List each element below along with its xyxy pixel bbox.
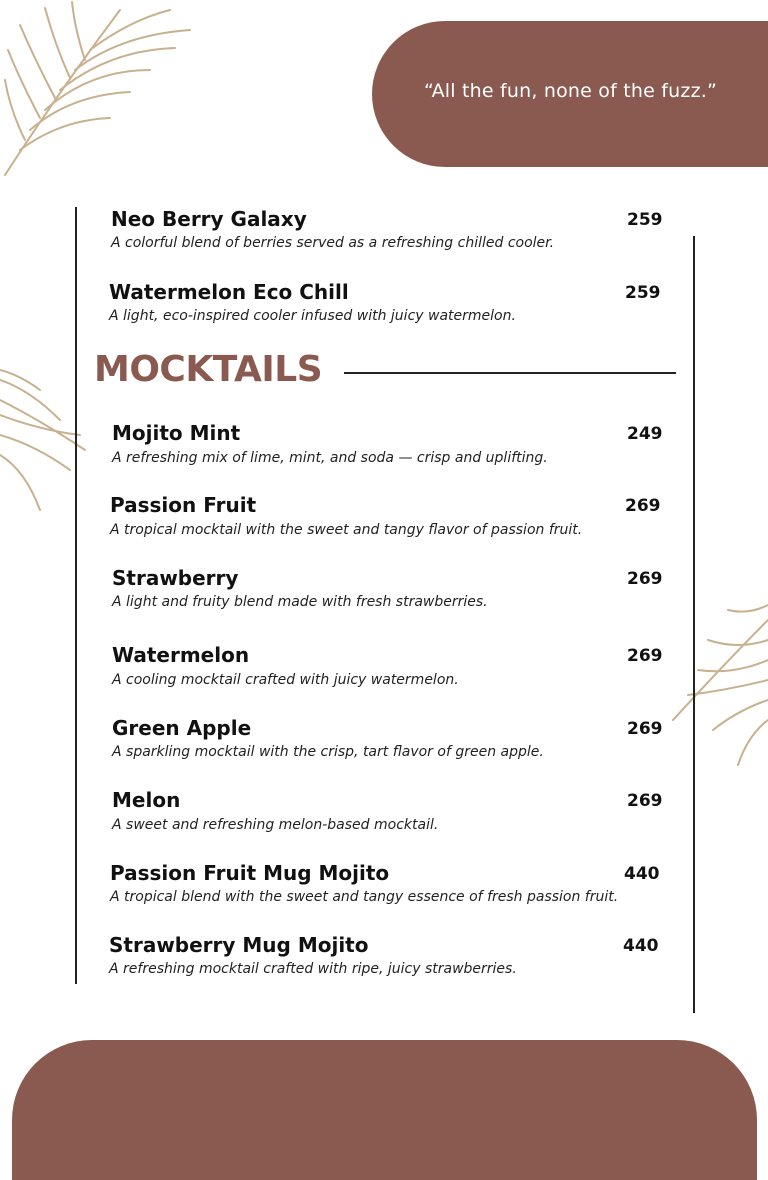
menu-item-price: 269: [627, 646, 663, 666]
menu-item-description: A refreshing mocktail crafted with ripe, juicy strawberries.: [109, 961, 517, 977]
menu-item-name: Passion Fruit Mug Mojito: [110, 861, 390, 885]
menu-item-price: 259: [627, 210, 663, 230]
menu-item-name: Melon: [112, 788, 181, 812]
menu-item-description: A sweet and refreshing melon-based mocktail.: [112, 817, 439, 833]
menu-item-name: Watermelon Eco Chill: [109, 280, 349, 304]
menu-item-description: A sparkling mocktail with the crisp, tart flavor of green apple.: [112, 744, 544, 760]
menu-item-description: A light, eco-inspired cooler infused with juicy watermelon.: [109, 308, 516, 324]
menu-item-price: 249: [627, 424, 663, 444]
menu-item-price: 440: [624, 864, 660, 884]
menu-item-name: Green Apple: [112, 716, 252, 740]
menu-item-price: 269: [625, 496, 661, 516]
tagline-quote: “All the fun, none of the fuzz.”: [424, 80, 718, 102]
section-divider: [344, 372, 676, 374]
menu-item-name: Neo Berry Galaxy: [111, 207, 307, 231]
menu-item-description: A tropical blend with the sweet and tangy essence of fresh passion fruit.: [110, 889, 619, 905]
menu-item-name: Watermelon: [112, 643, 250, 667]
palm-leaf-icon: [0, 0, 200, 180]
menu-item-price: 440: [623, 936, 659, 956]
right-divider: [693, 236, 695, 1013]
menu-item-price: 269: [627, 719, 663, 739]
menu-item-name: Strawberry: [112, 566, 239, 590]
left-divider: [75, 207, 77, 984]
menu-item-price: 269: [627, 791, 663, 811]
menu-item-description: A tropical mocktail with the sweet and tangy flavor of passion fruit.: [110, 522, 583, 538]
section-title: MOCKTAILS: [94, 349, 323, 390]
menu-item-price: 269: [627, 569, 663, 589]
menu-item-name: Mojito Mint: [112, 421, 241, 445]
footer-band: [12, 1040, 757, 1180]
menu-item-description: A cooling mocktail crafted with juicy watermelon.: [112, 672, 459, 688]
menu-item-name: Strawberry Mug Mojito: [109, 933, 369, 957]
menu-item-description: A colorful blend of berries served as a refreshing chilled cooler.: [111, 235, 555, 251]
palm-leaf-icon: [668, 600, 768, 780]
menu-item-description: A light and fruity blend made with fresh strawberries.: [112, 594, 488, 610]
menu-item-price: 259: [625, 283, 661, 303]
menu-item-name: Passion Fruit: [110, 493, 257, 517]
menu-item-description: A refreshing mix of lime, mint, and soda — crisp and uplifting.: [112, 450, 548, 466]
